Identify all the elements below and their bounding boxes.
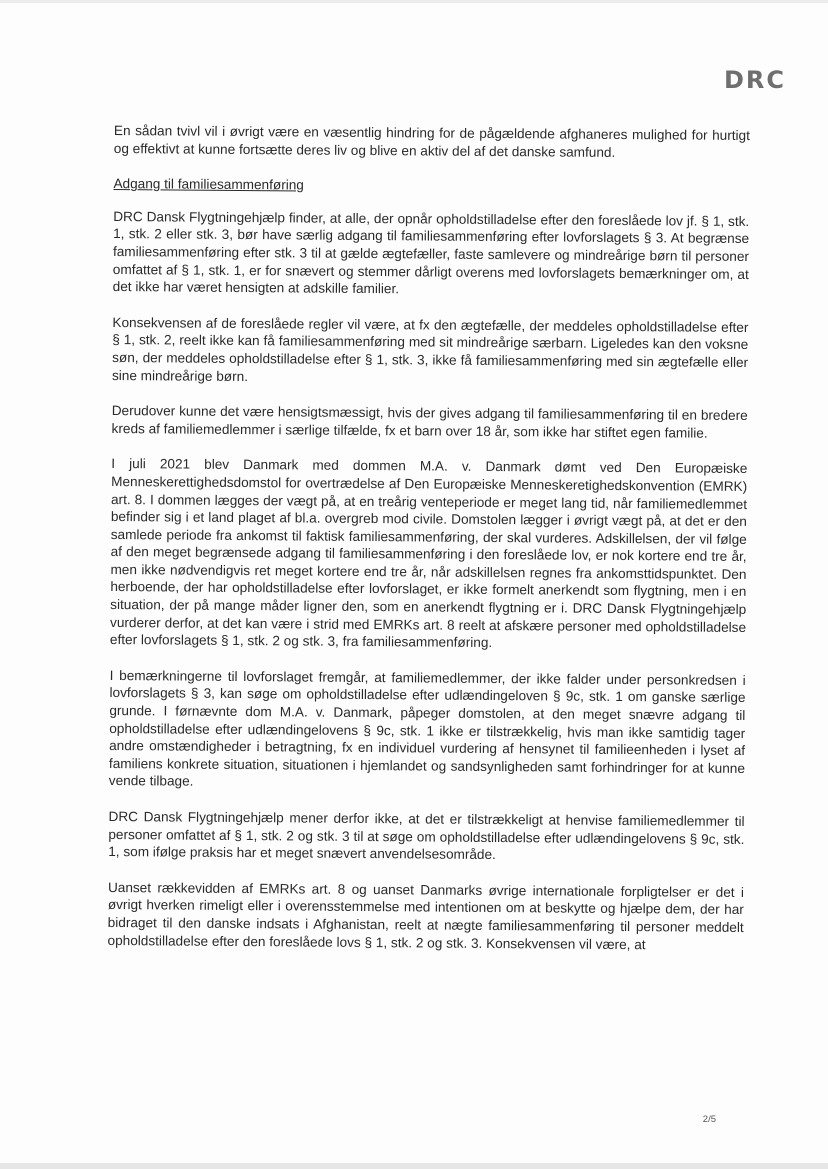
- paragraph-consequence: Konsekvensen af de foreslåede regler vil være, at fx den ægtefælle, der meddeles opholdstilladelse efter § 1, stk. 2, reelt ikke kan få familiesammenføring med sit mindreårige særbarn. Ligeledes kan den voksne søn, der meddeles opholdstilladelse efter § 1, stk. 3, ikke få familiesammenføring med sin ægtefælle eller sine mindreårige børn.: [111, 314, 749, 384]
- paragraph-ma-v-denmark: I juli 2021 blev Danmark med dommen M.A. v. Danmark dømt ved Den Europæiske Menneskerettighedsdomstol for overtrædelse af Den Europæiske Menneskeretighedskonvention (EMRK) art. 8. I dommen lægges der vægt på, at en treårig venteperiode er meget lang tid, når familiemedlemmet befinder sig i et land plaget af bl.a. overgreb mod civile. Domstolen lægger i øvrigt vægt på, at det er den samlede periode fra ankomst til faktisk familiesammenføring, der skal vurderes. Adskillelsen, der vil følge af den meget begrænsede adgang til familiesammenføring i den foreslåede lov, er nok kortere end tre år, men ikke nødvendigvis ret meget kortere end tre år, når adskillelsen regnes fra ankomsttidspunktet. Den herboende, der har opholdstilladelse efter lovforslaget, er ikke formelt anerkendt som flygtning, men i en situation, der på mange måder ligner den, som en anerkendt flygtning er i. DRC Dansk Flygtningehjælp vurderer derfor, at det kan være i strid med EMRKs art. 8 reelt at afskære personer med opholdstilladelse efter lovforslagets § 1, stk. 2 og stk. 3, fra familiesammenføring.: [109, 456, 748, 651]
- drc-logo: DRC: [723, 66, 786, 94]
- scan-edge-bottom: [0, 1163, 828, 1169]
- paragraph-regardless: Uanset rækkevidden af EMRKs art. 8 og uanset Danmarks øvrige internationale forpligtelser er det i øvrigt hverken rimeligt eller i overensstemmelse med intentionen om at beskytte og hjælpe dem, der har bidraget til den danske indsats i Afghanistan, reelt at nægte familiesammenføring til personer meddelt opholdstilladelse efter den foreslåede lovs § 1, stk. 2 og stk. 3. Konsekvensen vil være, at: [107, 879, 745, 952]
- page-number: 2/5: [702, 1114, 716, 1125]
- document-body: [107, 122, 750, 972]
- paragraph-special-access: DRC Dansk Flygtningehjælp finder, at alle, der opnår opholdstilladelse efter den foreslåede lov jf. § 1, stk. 1, stk. 2 eller stk. 3, bør have særlig adgang til familiesammenføring efter lovforslagets § 3. At begrænse familiesammenføring efter stk. 3 til at gælde ægtefæller, faste samlevere og mindreårige børn til personer omfattet af § 1, stk. 1, er for snævert og stemmer dårligt overens med lovforslagets bemærkninger om, at det ikke har været hensigten at adskille familier.: [112, 208, 750, 297]
- paragraph-remarks: I bemærkningerne til lovforslaget fremgår, at familiemedlemmer, der ikke falder under personkredsen i lovforslagets § 3, kan søge om opholdstilladelse efter udlændingeloven § 9c, stk. 1 om ganske særlige grunde. I førnævnte dom M.A. v. Danmark, påpeger domstolen, at den meget snævre adgang til opholdstilladelse efter udlændingelovens § 9c, stk. 1 ikke er tilstrækkelig, hvis man ikke samtidig tager andre omstændigheder i betragtning, fx en individuel vurdering af hensynet til familieenheden i lyset af familiens konkrete situation, situationen i hjemlandet og sandsynligheden samt forhindringer for at kunne vende tilbage.: [108, 667, 746, 790]
- paragraph-broader-circle: Derudover kunne det være hensigtsmæssigt, hvis der gives adgang til familiesammenføring til en bredere kreds af familiemedlemmer i særlige tilfælde, fx et barn over 18 år, som ikke har stiftet egen familie.: [111, 403, 748, 441]
- section-heading: Adgang til familiesammenføring: [113, 176, 304, 193]
- paragraph-not-sufficient: DRC Dansk Flygtningehjælp mener derfor ikke, at det er tilstrækkeligt at henvise familiemedlemmer til personer omfattet af § 1, stk. 2 og stk. 3 til at søge om opholdstilladelse efter udlændingelovens § 9c, stk. 1, som ifølge praksis har et meget snævert anvendelsesområde.: [108, 808, 745, 863]
- intro-paragraph: En sådan tvivl vil i øvrigt være en væsentlig hindring for de pågældende afghaneres mulighed for hurtigt og effektivt at kunne fortsætte deres liv og blive en aktiv del af det danske samfund.: [113, 122, 750, 160]
- scan-edge-top: [0, 0, 828, 3]
